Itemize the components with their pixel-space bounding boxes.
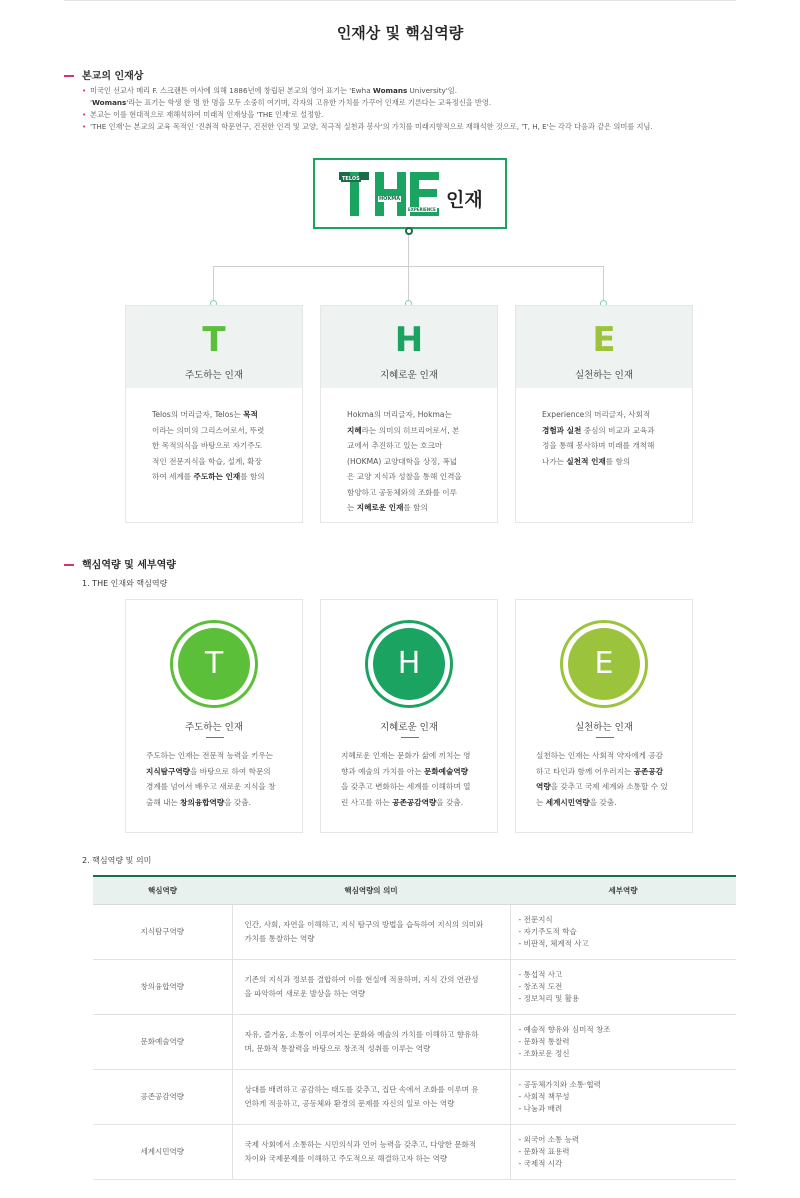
table-row	[93, 959, 736, 1014]
talent-bullet: • 'THE 인재'는 본교의 교육 목적인 '진취적 학문연구, 건전한 인격 및 교양, 적극적 실천과 봉사'의 가치를 미래지향적으로 재해석한 것으로, 'T, H, E'는 각각 다음과 같은 의미를 지님.	[82, 121, 742, 133]
competency-detail-cell: - 전문지식 - 자기주도적 학습 - 비판적, 체계적 사고	[510, 904, 736, 959]
competency-ring-e	[560, 620, 648, 708]
tree-connector-h	[408, 266, 409, 300]
talent-card-desc	[542, 407, 668, 469]
competency-detail-cell: - 공동체가치와 소통·협력 - 사회적 책무성 - 나눔과 배려	[510, 1069, 736, 1124]
desc-line: 나가는 실천적 인재를 함의	[542, 456, 631, 466]
talent-card-letter: T	[202, 320, 226, 360]
desc-line: 한 목적의식을 바탕으로 자기주도	[152, 441, 262, 450]
desc-line: (HOKMA) 교양대학을 상징, 폭넓	[347, 456, 458, 466]
competency-detail-cell: - 외국어 소통 능력 - 문화적 표용력 - 국제적 시각	[510, 1124, 736, 1179]
heading-dash-icon	[64, 564, 74, 566]
table-header-row	[93, 876, 736, 904]
competency-letter: H	[373, 628, 445, 700]
talent-bullet: • 본교는 이를 현대적으로 재해석하여 미래적 인재상을 'THE 인재'로 설정함.	[82, 109, 742, 121]
talent-card-name: 실천하는 인재	[574, 370, 634, 381]
competency-name-cell: 지식탐구역량	[93, 904, 232, 959]
competency-meaning-cell: 기존의 지식과 정보를 결합하여 이를 현실에 적용하며, 지식 간의 연관성 을 파악하여 새로운 발상을 하는 역량	[232, 959, 510, 1014]
logo-telos-label: TELOS	[342, 176, 360, 182]
the-logo	[313, 158, 507, 229]
page-title: 인재상 및 핵심역량	[336, 24, 464, 42]
competency-card-underline	[206, 737, 224, 738]
competency-card-underline	[596, 737, 614, 738]
talent-card-head	[126, 306, 302, 388]
desc-line: 경험과 실천 중심의 비교과 교육과	[542, 425, 655, 435]
table-row	[93, 1069, 736, 1124]
competency-name-cell: 세계시민역량	[93, 1124, 232, 1179]
desc-line: 실천하는 인재는 사회적 약자에게 공감	[536, 751, 664, 760]
competency-section-heading: 핵심역량 및 세부역량	[64, 556, 176, 571]
desc-line: 함양하고 공동체와의 조화를 이루	[347, 487, 457, 497]
competency-card-desc	[341, 748, 479, 810]
talent-card-t	[125, 305, 303, 523]
talent-card-h	[320, 305, 498, 523]
tree-connector-stem	[408, 235, 409, 266]
competency-card-desc	[536, 748, 674, 810]
desc-line: 향과 예술의 가치를 아는 문화예술역량	[341, 766, 469, 776]
tree-connector-t	[213, 266, 214, 300]
talent-bullet-list	[82, 85, 742, 133]
desc-line: 교에서 추진하고 있는 호크마	[347, 441, 443, 450]
competency-card-name: 실천하는 인재	[574, 722, 634, 733]
competency-subheading-2: 2. 핵심역량 및 의미	[82, 856, 152, 865]
table-header-cell: 세부역량	[510, 876, 736, 904]
talent-bullet: • 미국인 선교사 메리 F. 스크랜튼 여사에 의해 1886년에 창립된 본교의 영어 표기는 'Ewha Womans University'임.	[82, 85, 742, 97]
desc-line: 주도하는 인재는 전문적 능력을 키우는	[146, 751, 274, 760]
desc-line: 지식탐구역량을 바탕으로 하여 학문의	[146, 766, 271, 776]
logo-word: 인재	[446, 189, 483, 211]
competency-meaning-cell: 자유, 즐거움, 소통이 이루어지는 문화와 예술의 가치를 이해하고 향유하 며, 문화적 통찰력을 바탕으로 창조적 성취를 이루는 역량	[232, 1014, 510, 1069]
desc-line: Telos의 머리글자, Telos는 목적	[152, 410, 258, 419]
logo-experience-label: EXPERIENCE	[408, 207, 436, 212]
desc-line: 정을 통해 봉사하며 미래를 개척해	[542, 441, 655, 450]
desc-line: 출해 내는 창의융합역량을 갖춤.	[146, 797, 252, 807]
competency-card-name: 주도하는 인재	[184, 722, 244, 733]
talent-section-heading: 본교의 인재상	[64, 67, 143, 82]
competency-meaning-cell: 상대를 배려하고 공감하는 태도를 갖추고, 집단 속에서 조화를 이루며 유 연하게 적응하고, 공동체와 환경의 문제를 자신의 일로 아는 역량	[232, 1069, 510, 1124]
desc-line: 지혜로운 인재는 문화가 삶에 끼치는 영	[341, 751, 471, 760]
competency-card-underline	[401, 737, 419, 738]
desc-line: Experience의 머리글자, 사회적	[542, 410, 651, 419]
talent-card-letter: E	[592, 320, 616, 360]
competency-card-h	[320, 599, 498, 833]
desc-line: 은 교양 지식과 성찰을 통해 인격을	[347, 472, 462, 481]
competency-meaning-cell: 인간, 사회, 자연을 이해하고, 지식 탐구의 방법을 습득하여 지식의 의미와 가치를 통찰하는 역량	[232, 904, 510, 959]
competency-name-cell: 문화예술역량	[93, 1014, 232, 1069]
talent-card-desc	[347, 407, 473, 516]
talent-card-e	[515, 305, 693, 523]
desc-line: 이라는 의미의 그리스어로서, 뚜렷	[152, 425, 265, 435]
competency-letter: E	[568, 628, 640, 700]
table-header-cell: 핵심역량	[93, 876, 232, 904]
table-header-cell: 핵심역량의 의미	[232, 876, 510, 904]
talent-bullet: 'Womans'라는 표기는 학생 한 명 한 명을 모두 소중히 여기며, 각자의 고유한 가치를 가꾸어 인재로 기른다는 교육정신을 반영.	[90, 98, 492, 107]
heading-dash-icon	[64, 75, 74, 77]
desc-line: 역량을 갖추고 국제 세계와 소통할 수 있	[536, 782, 668, 791]
competency-detail-cell: - 통섭적 사고 - 창조적 도전 - 정보처리 및 활용	[510, 959, 736, 1014]
competency-detail-cell: - 예술적 향유와 심미적 창조 - 문화적 통찰력 - 조화로운 정신	[510, 1014, 736, 1069]
tree-connector-e	[603, 266, 604, 300]
logo-hokma-label: HOKMA	[379, 196, 401, 202]
talent-card-name: 주도하는 인재	[184, 370, 244, 381]
talent-card-head	[516, 306, 692, 388]
logo-anchor-dot	[405, 227, 413, 235]
table-row	[93, 904, 736, 959]
competency-card-name: 지혜로운 인재	[379, 722, 439, 733]
competency-meaning-cell: 국제 사회에서 소통하는 시민의식과 언어 능력을 갖추고, 다양한 문화적 차이와 국제문제를 이해하고 주도적으로 해결하고자 하는 역량	[232, 1124, 510, 1179]
competency-card-desc	[146, 748, 284, 810]
desc-line: 린 사고를 하는 공존공감역량을 갖춤.	[341, 797, 464, 807]
desc-line: 는 세계시민역량을 갖춤.	[536, 797, 617, 807]
talent-card-name: 지혜로운 인재	[379, 370, 439, 381]
desc-line: 을 갖추고 변화하는 세계를 이해하며 열	[341, 782, 471, 791]
competency-name-cell: 창의융합역량	[93, 959, 232, 1014]
desc-line: 경계를 넘어서 배우고 새로운 지식을 창	[146, 782, 276, 791]
competency-letter: T	[178, 628, 250, 700]
competency-subheading-1: 1. THE 인재와 핵심역량	[82, 579, 168, 588]
desc-line: 하고 타인과 함께 어우러지는 공존공감	[536, 766, 664, 776]
talent-card-desc	[152, 407, 278, 485]
desc-line: 지혜라는 의미의 히브리어로서, 본	[347, 425, 460, 435]
desc-line: 하여 세계를 주도하는 인재를 함의	[152, 472, 265, 481]
talent-card-head	[321, 306, 497, 388]
table-row	[93, 1014, 736, 1069]
desc-line: 는 지혜로운 인재를 함의	[347, 503, 428, 512]
competency-name-cell: 공존공감역량	[93, 1069, 232, 1124]
talent-card-letter: H	[394, 320, 424, 360]
top-divider	[64, 0, 736, 1]
table-row	[93, 1124, 736, 1179]
desc-line: Hokma의 머리글자, Hokma는	[347, 410, 452, 419]
competency-table	[93, 875, 736, 1180]
competency-ring-h	[365, 620, 453, 708]
competency-card-t	[125, 599, 303, 833]
desc-line: 적인 전문지식을 학습, 설계, 확장	[152, 456, 262, 466]
competency-ring-t	[170, 620, 258, 708]
competency-card-e	[515, 599, 693, 833]
